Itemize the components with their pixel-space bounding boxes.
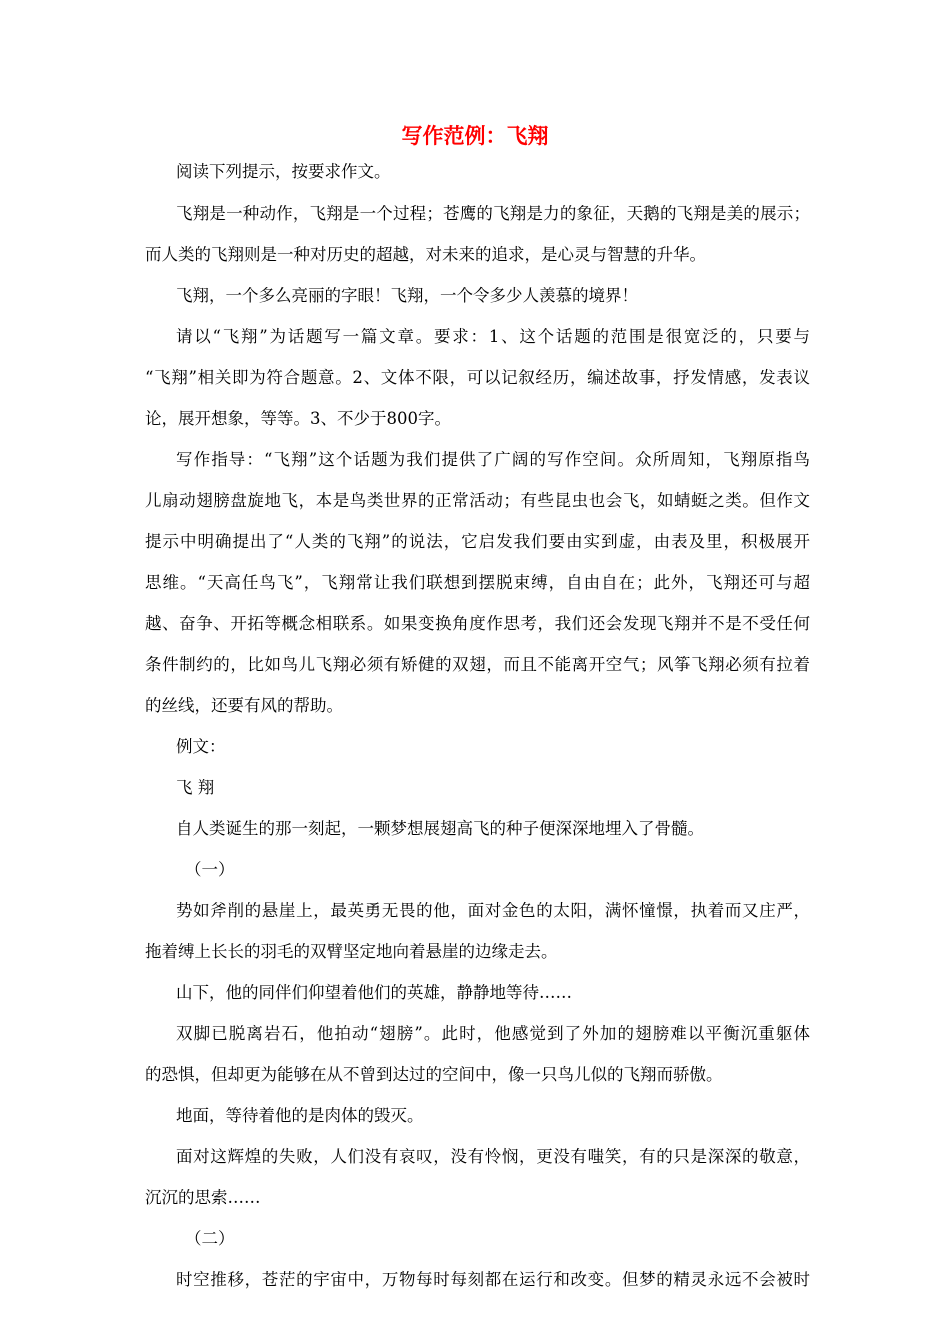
paragraph-line: 双脚已脱离岩石，他拍动“翅膀”。此时，他感觉到了外加的翅膀难以平衡沉重躯体 xyxy=(176,1024,810,1043)
paragraph-line: “飞翔”相关即为符合题意。2、文体不限，可以记叙经历，编述故事，抒发情感，发表议 xyxy=(145,368,810,387)
paragraph-line: 请以“飞翔”为话题写一篇文章。要求：1、这个话题的范围是很宽泛的，只要与 xyxy=(176,327,810,346)
paragraph-line: 论，展开想象，等等。3、不少于800字。 xyxy=(145,409,451,428)
paragraph-line: 写作指导：“飞翔”这个话题为我们提供了广阔的写作空间。众所周知，飞翔原指鸟 xyxy=(176,450,810,469)
paragraph-line: 自人类诞生的那一刻起，一颗梦想展翅高飞的种子便深深地埋入了骨髓。 xyxy=(176,819,704,838)
paragraph-line: 飞翔是一种动作，飞翔是一个过程；苍鹰的飞翔是力的象征，天鹅的飞翔是美的展示； xyxy=(176,204,810,223)
paragraph-line: 儿扇动翅膀盘旋地飞，本是鸟类世界的正常活动；有些昆虫也会飞，如蜻蜓之类。但作文 xyxy=(145,491,810,510)
document-title: 写作范例：飞翔 xyxy=(401,124,549,148)
paragraph-line: 条件制约的，比如鸟儿飞翔必须有矫健的双翅，而且不能离开空气；风筝飞翔必须有拉着 xyxy=(145,655,810,674)
paragraph-line: 越、奋争、开拓等概念相联系。如果变换角度作思考，我们还会发现飞翔并不是不受任何 xyxy=(145,614,810,633)
paragraph-line: 例文： xyxy=(176,737,226,756)
paragraph-line: 势如斧削的悬崖上，最英勇无畏的他，面对金色的太阳，满怀憧憬，执着而又庄严， xyxy=(176,901,810,920)
paragraph-line: 思维。“天高任鸟飞”，飞翔常让我们联想到摆脱束缚，自由自在；此外，飞翔还可与超 xyxy=(145,573,810,592)
paragraph-line: 而人类的飞翔则是一种对历史的超越，对未来的追求，是心灵与智慧的升华。 xyxy=(145,245,706,264)
paragraph-line: 飞翔，一个多么亮丽的字眼！飞翔，一个令多少人羡慕的境界！ xyxy=(176,286,638,305)
paragraph-line: 时空推移，苍茫的宇宙中，万物每时每刻都在运行和改变。但梦的精灵永远不会被时 xyxy=(176,1270,810,1289)
paragraph-line: 面对这辉煌的失败，人们没有哀叹，没有怜悯，更没有嗤笑，有的只是深深的敬意， xyxy=(176,1147,810,1166)
paragraph-line: 的恐惧，但却更为能够在从不曾到达过的空间中，像一只鸟儿似的飞翔而骄傲。 xyxy=(145,1065,723,1084)
paragraph-line: 阅读下列提示，按要求作文。 xyxy=(176,162,391,181)
paragraph-line: 山下，他的同伴们仰望着他们的英雄，静静地等待…… xyxy=(176,983,572,1002)
paragraph-line: 拖着缚上长长的羽毛的双臂坚定地向着悬崖的边缘走去。 xyxy=(145,942,558,961)
paragraph-line: （一） xyxy=(185,860,235,879)
paragraph-line: （二） xyxy=(185,1229,235,1248)
paragraph-line: 的丝线，还要有风的帮助。 xyxy=(145,696,343,715)
paragraph-line: 沉沉的思索…… xyxy=(145,1188,261,1207)
paragraph-line: 地面，等待着他的是肉体的毁灭。 xyxy=(176,1106,424,1125)
paragraph-line: 飞 翔 xyxy=(176,778,215,797)
paragraph-line: 提示中明确提出了“人类的飞翔”的说法，它启发我们要由实到虚，由表及里，积极展开 xyxy=(145,532,810,551)
